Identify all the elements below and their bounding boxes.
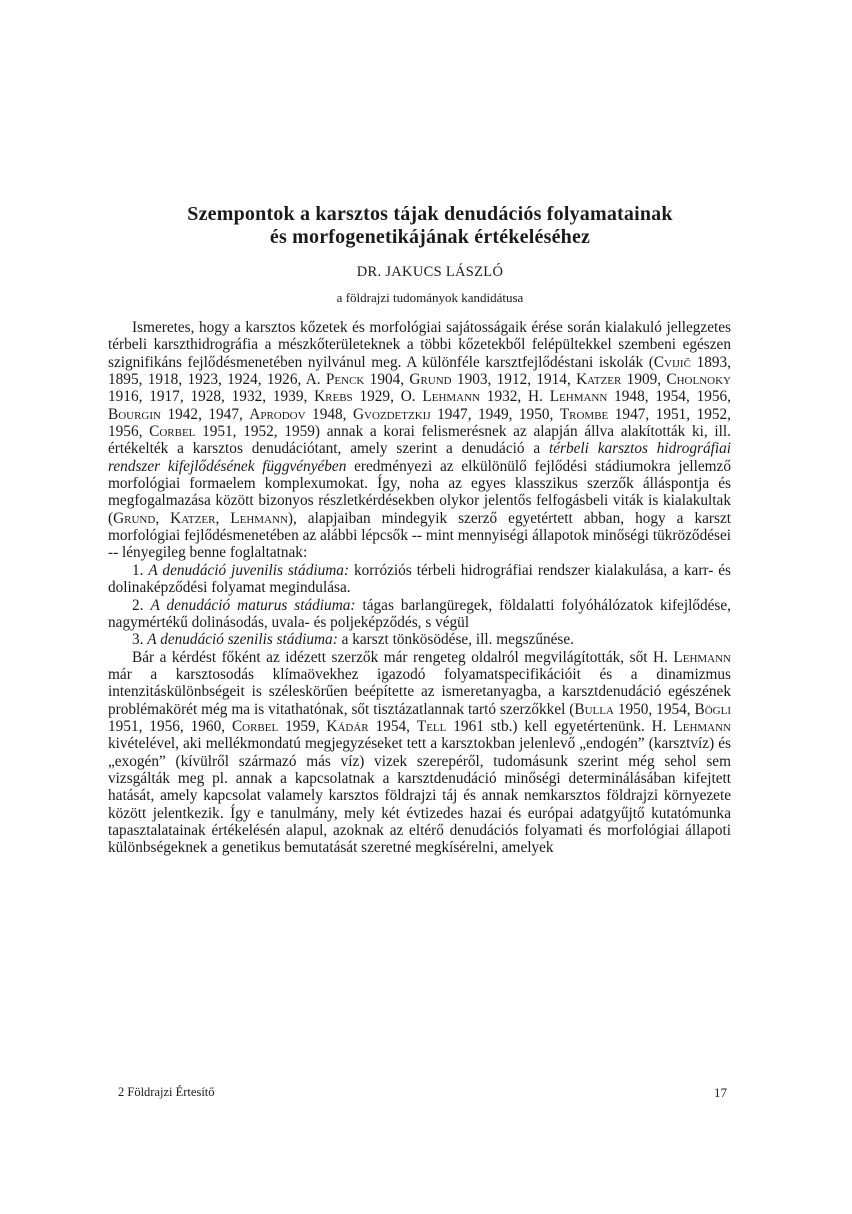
author-citation: Bourgin bbox=[108, 405, 161, 423]
emphasis-text: térbeli karsztos hidrográfiai rendszer kifejlődésének függvényében bbox=[108, 440, 731, 475]
author-citation: Lehmann bbox=[230, 509, 288, 527]
author-citation: Grund bbox=[113, 509, 156, 527]
author-citation: Corbel bbox=[149, 423, 196, 441]
author-citation: Aprodov bbox=[249, 405, 306, 423]
author-citation: Trombe bbox=[559, 405, 609, 423]
author-citation: Bögli bbox=[694, 700, 731, 718]
paragraph-discussion: Bár a kérdést főként az idézett szerzők már rengeteg oldalról megvilágították, sőt H. Lehmann már a karsztosodás klímaövekhez igazodó folyamatspecifikációit és a dinamizmus intenzitáskülönbségeit is széleskörűen beépítette az ismeretanyagba, a karsztdenudáció egészének problémakörét még ma is vitathatónak, sőt tisztázatlannak tartó szerzőkkel (Bulla 1950, 1954, Bögli 1951, 1956, 1960, Corbel 1959, Kádár 1954, Tell 1961 stb.) kell egyetértenünk. H. Lehmann kivételével, aki mellékmondatú megjegyzéseket tett a karsztokban jelenlevő „endogén” (karsztvíz) és „exogén” (kívülről származó más víz) vizek szerepéről, tudomásunk szerint még sehol sem vizsgálták meg pl. annak a kapcsolatnak a karsztdenudáció minőségi determinálásában kifejtett hatását, amely kapcsolat valamely karsztos földrajzi táj és annak nemkarsztos földrajzi környezete között jelentkezik. Így e tanulmány, mely két évtizedes hazai és európai adatgyűjtő kutatómunka tapasztalatainak értékelésén alapul, azoknak az eltérő denudációs folyamati és morfológiai állapoti különbségeknek a genetikus bemutatását szeretné megkísérelni, amelyek bbox=[108, 648, 731, 857]
stage-label: A denudáció juvenilis stádiuma: bbox=[148, 561, 350, 579]
author-name: DR. JAKUCS LÁSZLÓ bbox=[356, 264, 504, 280]
author-citation: Penck bbox=[325, 371, 365, 389]
stage-label: A denudáció maturus stádiuma: bbox=[150, 596, 356, 614]
list-item-senile: 3. A denudáció szenilis stádiuma: a karszt tönkösödése, ill. megszűnése. bbox=[132, 631, 574, 649]
title-line-1: Szempontok a karsztos tájak denudációs folyamatainak bbox=[187, 203, 673, 225]
list-item-juvenile: 1. A denudáció juvenilis stádiuma: korróziós térbeli hidrográfiai rendszer kialakulása, a karr- és dolinaképződési folyamat megindulása. bbox=[108, 561, 731, 597]
author-citation: Grund bbox=[409, 371, 452, 389]
author-citation: Katzer bbox=[170, 509, 216, 527]
author-citation: Lehmann bbox=[549, 388, 608, 406]
author-citation: Lehmann bbox=[673, 648, 731, 666]
journal-signature: 2 Földrajzi Értesítő bbox=[118, 1085, 215, 1099]
author-citation: Gvozdetzkij bbox=[352, 405, 431, 423]
paragraph-intro: Ismeretes, hogy a karsztos kőzetek és morfológiai sajátosságaik érése során kialakuló jellegzetes térbeli karszthidrográfia a mészkőterületeknek a többi kőzetekből felépültekkel szembeni egészen szignifikáns fejlődésmenetében nyilvánul meg. A különféle karsztfejlődéstani iskolák (Cvijič 1893, 1895, 1918, 1923, 1924, 1926, A. Penck 1904, Grund 1903, 1912, 1914, Katzer 1909, Cholnoky 1916, 1917, 1928, 1932, 1939, Krebs 1929, O. Lehmann 1932, H. Lehmann 1948, 1954, 1956, Bourgin 1942, 1947, Aprodov 1948, Gvozdetzkij 1947, 1949, 1950, Trombe 1947, 1951, 1952, 1956, Corbel 1951, 1952, 1959) annak a korai felismerésnek az alapján állva alakították ki, ill. értékelték a karsztos denudációtant, amely szerint a denudáció a térbeli karsztos hidrográfiai rendszer kifejlődésének függvényében eredményezi az elkülönülő fejlődési stádiumokra jellemző morfológiai formaelem komplexumokat. Így, noha az egyes klasszikus szerzők álláspontja és megfogalmazása között bizonyos részletkérdésekben olykor jelentős felfogásbeli viták is kialakultak (Grund, Katzer, Lehmann), alapjaiban mindegyik szerző egyetértett abban, hogy a karszt morfológiai fejlődésmenetében az alábbi lépcsők -- mint mennyiségi állapotok minőségi tükröződései -- lényegileg benne foglaltatnak: bbox=[108, 319, 731, 562]
list-item-mature: 2. A denudáció maturus stádiuma: tágas barlangüregek, földalatti folyóhálózatok kifejlődése, nagymértékű dolinásodás, uvala- és poljeképződés, s végül bbox=[108, 596, 731, 631]
author-citation: Tell bbox=[416, 717, 447, 735]
author-affiliation: a földrajzi tudományok kandidátusa bbox=[336, 290, 524, 305]
author-citation: Cvijič bbox=[653, 353, 691, 371]
title-line-2: és morfogenetikájának értékeléséhez bbox=[269, 226, 591, 248]
author-citation: Katzer bbox=[576, 371, 622, 389]
author-citation: Lehmann bbox=[673, 717, 731, 735]
author-citation: Corbel bbox=[231, 717, 279, 735]
article-title bbox=[110, 203, 750, 249]
author-citation: Kádár bbox=[326, 717, 369, 735]
article-body bbox=[108, 319, 731, 857]
author-citation: Bulla bbox=[574, 700, 614, 718]
author-citation: Lehmann bbox=[422, 388, 480, 406]
stage-label: A denudáció szenilis stádiuma: bbox=[147, 631, 338, 649]
author-citation: Krebs bbox=[314, 388, 353, 406]
page-number: 17 bbox=[714, 1085, 727, 1100]
author-citation: Cholnoky bbox=[666, 371, 731, 389]
